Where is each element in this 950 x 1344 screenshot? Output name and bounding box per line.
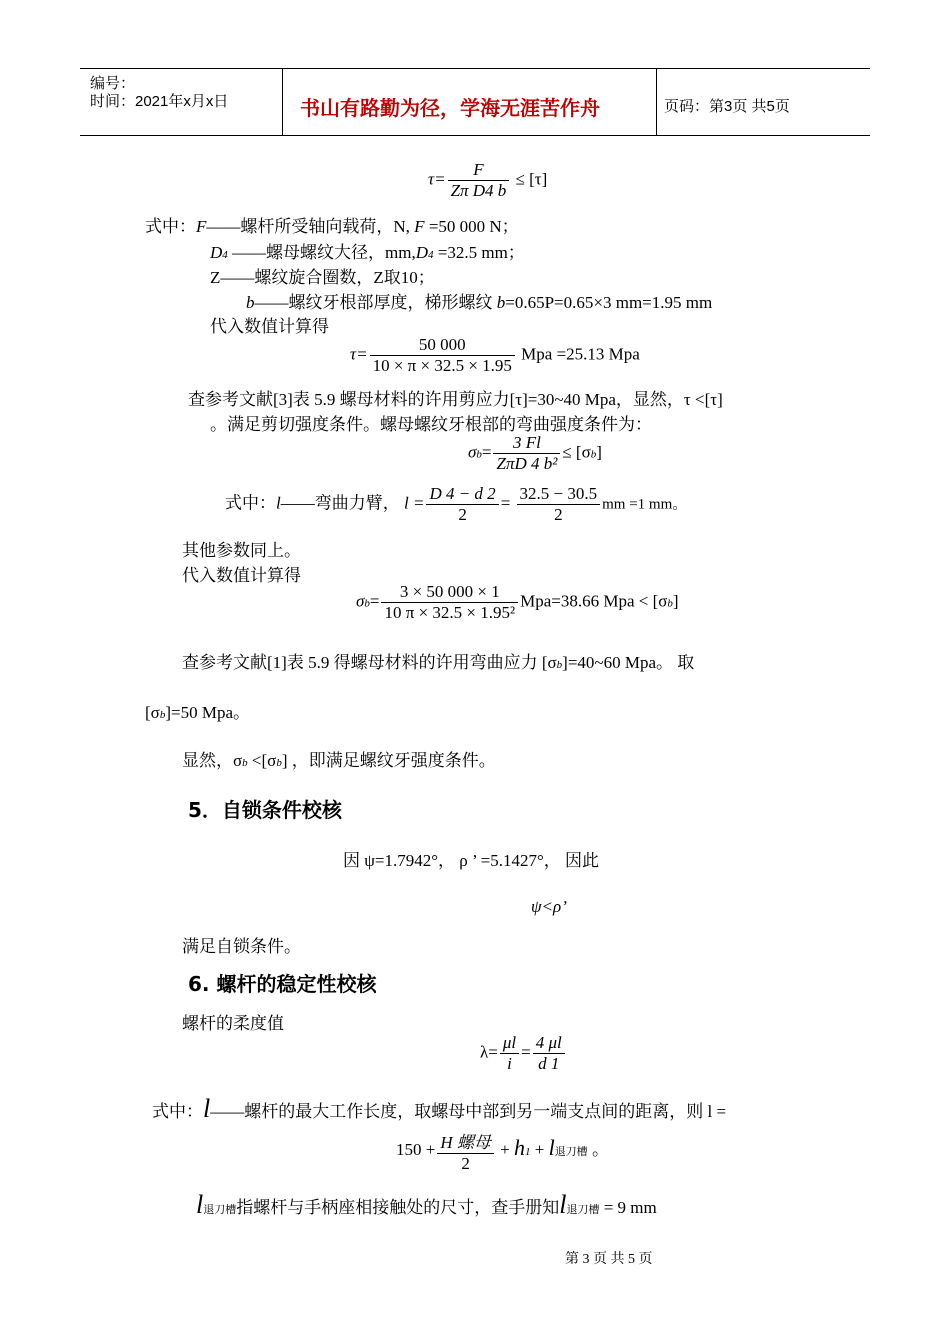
def-b-line: b——螺纹牙根部厚度，梯形螺纹 b=0.65P=0.65×3 mm=1.95 mm xyxy=(246,293,713,312)
l-def-line: 式中：l——弯曲力臂， l = $\frac{D 4 - d 2}{2}$ = $\frac{32.5 - 30.5}{2}$ mm =1 mm。 xyxy=(225,484,688,524)
formula-shear-value: τ= $\frac{50 000}{10 \times \pi \times 32.5 \times 1.95}$ Mpa =25.13 Mpa xyxy=(350,335,640,375)
sigma-take-line: [σb]=50 Mpa。 xyxy=(145,703,250,722)
obviously-line: 显然，σb <[σb] ，即满足螺纹牙强度条件。 xyxy=(182,751,496,770)
header-motto: 书山有路勤为径，学海无涯苦作舟 xyxy=(300,96,600,120)
header-divider-right xyxy=(656,68,657,136)
header-number-label: 编号： xyxy=(90,75,136,92)
def-Z-line: Z——螺纹旋合圈数，Z取10； xyxy=(210,268,435,287)
slenderness-label: 螺杆的柔度值 xyxy=(182,1014,284,1033)
formula-bending-value: σb= $\frac{3 \times 50 000 \times 1}{\text{10 π × 32.5 × 1.95²}}$ Mpa=38.66 Mpa < [σb] xyxy=(356,582,679,622)
formula-length: 150 + $\frac{\text{H 螺母}}{2}$ + h1 + l退刀槽 。 xyxy=(396,1128,609,1174)
psi-line: 因 ψ=1.7942°， ρ ’ =5.1427°， 因此 xyxy=(343,851,600,870)
header-page-info: 页码：第3页 共5页 xyxy=(664,98,790,115)
calc-intro-1: 代入数值计算得 xyxy=(210,317,329,336)
header-date: 时间：2021年x月x日 xyxy=(90,93,229,110)
header-top-rule xyxy=(80,68,870,69)
page-footer: 第 3 页 共 5 页 xyxy=(565,1252,653,1267)
def-D4-line: D4 ——螺母螺纹大径，mm,D4 =32.5 mm； xyxy=(210,243,525,262)
psi-inequality: ψ<ρ’ xyxy=(531,897,567,916)
header-divider-left xyxy=(282,68,283,136)
ref3-line: 查参考文献[3]表 5.9 螺母材料的许用剪应力[τ]=30~40 Mpa，显然，τ <[τ] xyxy=(188,390,723,409)
header-bottom-rule xyxy=(80,135,870,136)
ref1-line: 查参考文献[1]表 5.9 得螺母材料的许用弯曲应力 [σb]=40~60 Mpa。 取 xyxy=(182,653,695,672)
formula-slenderness: λ= $\frac{\mu l}{i}$ = $\frac{4 \mu l}{d 1}$ xyxy=(480,1033,567,1074)
length-def-line: 式中：l——螺杆的最大工作长度，取螺母中部到另一端支点间的距离，则 l = xyxy=(152,1094,727,1123)
calc-intro-2: 代入数值计算得 xyxy=(182,566,301,585)
section-6-title: 6. 螺杆的稳定性校核 xyxy=(188,972,377,996)
self-lock-ok: 满足自锁条件。 xyxy=(182,937,301,956)
other-same-line: 其他参数同上。 xyxy=(182,541,301,560)
def-F-line: 式中：F——螺杆所受轴向载荷，N, F =50 000 N； xyxy=(145,217,519,236)
section-5-title: 5．自锁条件校核 xyxy=(188,798,342,822)
formula-shear: τ= $\frac{F}{\text{Zπ D4 b}}$ ≤ [τ] xyxy=(428,160,548,200)
shear-ok-line: 。满足剪切强度条件。螺母螺纹牙根部的弯曲强度条件为： xyxy=(210,415,652,434)
formula-bending: σb= $\frac{3 Fl}{\text{ZπD 4 b²}}$ ≤ [σb] xyxy=(468,433,602,473)
groove-line: l退刀槽指螺杆与手柄座相接触处的尺寸，查手册知l退刀槽 = 9 mm xyxy=(196,1190,657,1219)
